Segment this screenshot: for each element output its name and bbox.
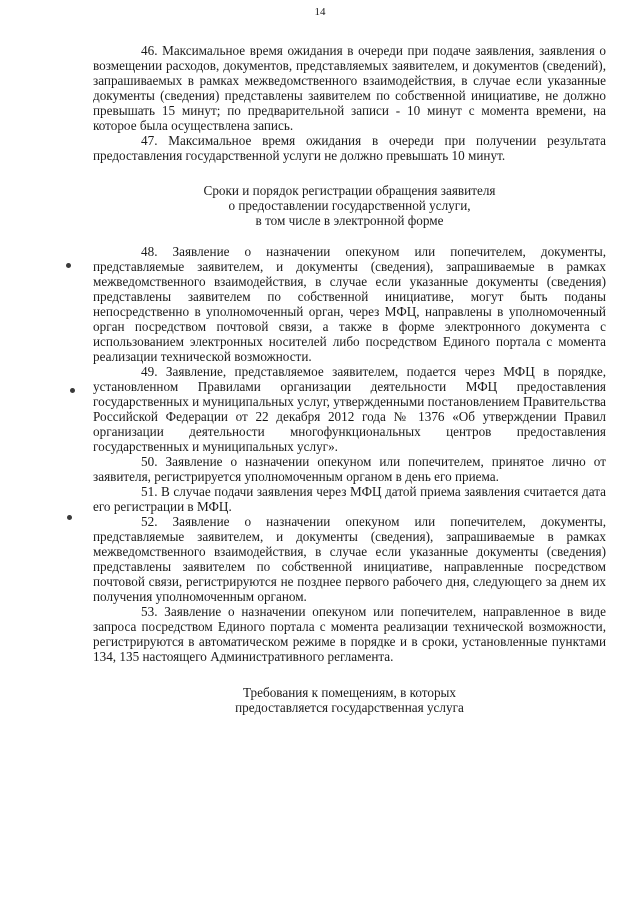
paragraph-50: 50. Заявление о назначении опекуном или попечителем, принятое лично от заявителя, регистрируется уполномоченным органом в день его приема. [93, 454, 606, 484]
section-heading-premises [93, 685, 606, 715]
margin-mark-bullet [70, 388, 75, 393]
page-number: 14 [314, 6, 326, 18]
heading-line: Требования к помещениям, в которых [242, 685, 457, 700]
paragraph-51: 51. В случае подачи заявления через МФЦ датой приема заявления считается дата его регистрации в МФЦ. [93, 484, 606, 514]
paragraph-52: 52. Заявление о назначении опекуном или попечителем, документы, представляемые заявителем, и документы (сведения), запрашиваемые в рамках межведомственного взаимодействия, в случае если указанные документы (сведения) представлены заявителем по собственной инициативе, направленные посредством почтовой связи, регистрируются не позднее первого рабочего дня, следующего за днем их получения уполномоченным органом. [93, 514, 606, 604]
paragraph-46: 46. Максимальное время ожидания в очереди при подаче заявления, заявления о возмещении расходов, документов, представляемых заявителем, и документов (сведений), запрашиваемых в рамках межведомственного взаимодействия, в случае если указанные документы (сведения) представлены заявителем по собственной инициативе, не должно превышать 15 минут; по предварительной записи - 10 минут с момента времени, на которое была осуществлена запись. [93, 43, 606, 133]
section-heading-registration [93, 183, 606, 228]
paragraph-47: 47. Максимальное время ожидания в очереди при получении результата предоставления государственной услуги не должно превышать 10 минут. [93, 133, 606, 163]
heading-line: предоставляется государственная услуга [235, 700, 464, 715]
heading-line: Сроки и порядок регистрации обращения заявителя [203, 183, 496, 198]
paragraph-48: 48. Заявление о назначении опекуном или попечителем, документы, представляемые заявителем, и документы (сведения), запрашиваемые в рамках межведомственного взаимодействия, в случае если указанные документы (сведения) представлены заявителем по собственной инициативе, могут быть поданы непосредственно в уполномоченный орган, через МФЦ, направлены в уполномоченный орган посредством почтовой связи, а также в форме электронного документа с использованием электронных носителей либо посредством Единого портала с момента реализации технической возможности. [93, 244, 606, 364]
margin-mark-bullet [67, 515, 72, 520]
document-body [93, 43, 606, 715]
margin-mark-bullet [66, 263, 71, 268]
heading-line: о предоставлении государственной услуги, [228, 198, 471, 213]
paragraph-53: 53. Заявление о назначении опекуном или попечителем, направленное в виде запроса посредством Единого портала с момента реализации технической возможности, регистрируются в автоматическом режиме в порядке и в сроки, установленные пунктами 134, 135 настоящего Административного регламента. [93, 604, 606, 664]
paragraph-49: 49. Заявление, представляемое заявителем, подается через МФЦ в порядке, установленном Правилами организации деятельности МФЦ предоставления государственных и муниципальных услуг, утвержденными постановлением Правительства Российской Федерации от 22 декабря 2012 года № 1376 «Об утверждении Правил организации деятельности многофункциональных центров предоставления государственных и муниципальных услуг». [93, 364, 606, 454]
heading-line: в том числе в электронной форме [255, 213, 444, 228]
